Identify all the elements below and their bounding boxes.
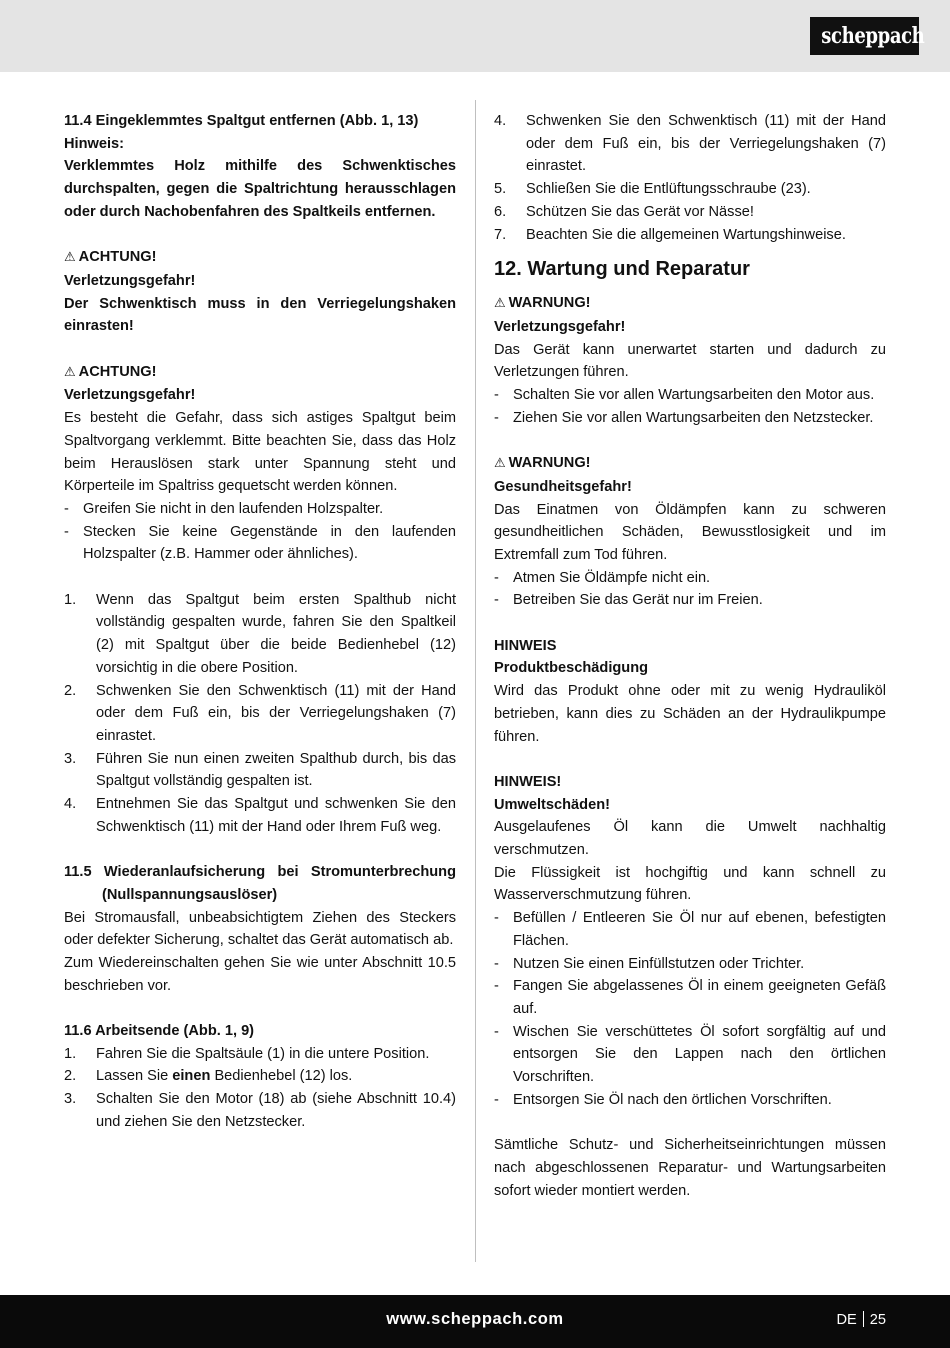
header-bar xyxy=(0,0,950,72)
list-item: - Betreiben Sie das Gerät nur im Freien. xyxy=(494,592,763,609)
list-item: - Wischen Sie verschüttetes Öl sofort sorgfältig auf und entsorgen Sie den Lappen nach den örtlichen Vorschriften. xyxy=(494,1023,886,1086)
warning-1-subtitle: Verletzungsgefahr! xyxy=(64,272,196,289)
notice-2-paragraph-2: Die Flüssigkeit ist hochgiftig und kann schnell zu Wasserverschmutzung führen. xyxy=(494,864,886,904)
step-item: 2. Schwenken Sie den Schwenktisch (11) mit der Hand oder dem Fuß ein, bis der Verriegelungshaken (7) einrastet. xyxy=(64,682,456,744)
notice-1-title: HINWEIS xyxy=(494,637,557,654)
warning-3-subtitle: Verletzungsgefahr! xyxy=(494,318,626,335)
warning-triangle-icon: ⚠ xyxy=(494,456,506,472)
warning-1-text: Der Schwenktisch muss in den Verriegelungshaken einrasten! xyxy=(64,295,456,335)
warning-triangle-icon: ⚠ xyxy=(494,296,506,312)
notice-2-subtitle: Umweltschäden! xyxy=(494,796,610,813)
section-11-6-title: 11.6 Arbeitsende (Abb. 1, 9) xyxy=(64,1023,255,1040)
section-11-4-title: 11.4 Eingeklemmtes Spaltgut entfernen (Abb. 1, 13) xyxy=(64,113,419,129)
list-item: - Fangen Sie abgelassenes Öl in einem geeigneten Gefäß auf. xyxy=(494,978,886,1017)
section-11-5-title: 11.5 Wiederanlaufsicherung bei Stromunterbrechung (Nullspannungsauslöser) xyxy=(64,864,456,903)
warning-2-subtitle: Verletzungsgefahr! xyxy=(64,387,196,404)
list-item: - Stecken Sie keine Gegenstände in den laufenden Holzspalter (z.B. Hammer oder ähnliches). xyxy=(64,523,456,563)
language-code: DE xyxy=(836,1312,857,1328)
list-item: - Nutzen Sie einen Einfüllstutzen oder Trichter. xyxy=(494,955,805,972)
warning-3-title: ⚠ WARNUNG! xyxy=(494,295,591,312)
footer-bar xyxy=(0,1295,950,1348)
section-11-5-paragraph-1: Bei Stromausfall, unbeabsichtigtem Ziehen des Steckers oder defekter Sicherung, schaltet das Gerät automatisch ab. xyxy=(64,909,456,949)
page-number: 25 xyxy=(869,1312,886,1328)
warning-4-text: Das Einatmen von Öldämpfen kann zu schweren gesundheitlichen Schäden, Bewusstlosigkeit und im Extremfall zum Tod führen. xyxy=(494,501,886,563)
left-column xyxy=(64,110,456,1134)
list-item: - Ziehen Sie vor allen Wartungsarbeiten den Netzstecker. xyxy=(494,409,874,426)
step-item: 5. Schließen Sie die Entlüftungsschraube (23). xyxy=(494,181,811,198)
column-divider xyxy=(475,100,476,1262)
scheppach-logo: scheppach xyxy=(810,17,919,55)
warning-2-title: ⚠ ACHTUNG! xyxy=(64,363,157,380)
footer-url[interactable]: www.scheppach.com xyxy=(386,1310,564,1328)
section-11-5-paragraph-2: Zum Wiedereinschalten gehen Sie wie unter Abschnitt 10.5 beschrieben vor. xyxy=(64,954,456,994)
section-12-heading: 12. Wartung und Reparatur xyxy=(494,258,750,281)
hint-label: Hinweis: xyxy=(64,135,125,152)
step-item: 7. Beachten Sie die allgemeinen Wartungshinweise. xyxy=(494,226,846,243)
list-item: - Greifen Sie nicht in den laufenden Holzspalter. xyxy=(64,500,384,517)
right-column xyxy=(494,110,886,1202)
warning-2-text: Es besteht die Gefahr, dass sich astiges Spaltgut beim Spaltvorgang verklemmt. Bitte beachten Sie, dass das Holz beim Herauslösen stark unter Spannung steht und Körperteile im Spaltriss gequetscht werden können. xyxy=(64,410,456,495)
step-item: 1. Fahren Sie die Spaltsäule (1) in die untere Position. xyxy=(64,1045,430,1062)
notice-1-text: Wird das Produkt ohne oder mit zu wenig Hydrauliköl betrieben, kann dies zu Schäden an der Hydraulikpumpe führen. xyxy=(494,683,886,745)
step-item: 6. Schützen Sie das Gerät vor Nässe! xyxy=(494,203,754,220)
list-item: - Entsorgen Sie Öl nach den örtlichen Vorschriften. xyxy=(494,1091,832,1108)
step-item: 1. Wenn das Spaltgut beim ersten Spalthub nicht vollständig gespalten wurde, fahren Sie den Spaltkeil (2) mit Spaltgut über die beide Bedienhebel (12) vorsichtig in die obere Position. xyxy=(64,591,456,676)
hint-text: Verklemmtes Holz mithilfe des Schwenktisches durchspalten, gegen die Spaltrichtung herausschlagen oder durch Nachobenfahren des Spaltkeils entfernen. xyxy=(64,158,456,220)
notice-1-subtitle: Produktbeschädigung xyxy=(494,660,649,677)
step-item: 2. Lassen Sie einen Bedienhebel (12) los. xyxy=(64,1068,353,1085)
notice-2-title: HINWEIS! xyxy=(494,773,562,790)
page-indicator xyxy=(836,1309,886,1332)
warning-3-text: Das Gerät kann unerwartet starten und dadurch zu Verletzungen führen. xyxy=(494,341,886,381)
warning-4-subtitle: Gesundheitsgefahr! xyxy=(494,478,632,495)
list-item: - Befüllen / Entleeren Sie Öl nur auf ebenen, befestigten Flächen. xyxy=(494,910,886,949)
warning-1-title: ⚠ ACHTUNG! xyxy=(64,249,157,266)
list-item: - Atmen Sie Öldämpfe nicht ein. xyxy=(494,569,711,586)
page-separator xyxy=(863,1311,864,1327)
step-item: 4. Schwenken Sie den Schwenktisch (11) mit der Hand oder dem Fuß ein, bis der Verriegelungshaken (7) einrastet. xyxy=(494,113,886,175)
step-item: 3. Schalten Sie den Motor (18) ab (siehe Abschnitt 10.4) und ziehen Sie den Netzstecker. xyxy=(64,1091,456,1130)
warning-triangle-icon: ⚠ xyxy=(64,364,76,380)
list-item: - Schalten Sie vor allen Wartungsarbeiten den Motor aus. xyxy=(494,387,875,404)
step-item: 4. Entnehmen Sie das Spaltgut und schwenken Sie den Schwenktisch (11) mit der Hand oder Ihrem Fuß weg. xyxy=(64,796,456,835)
closing-paragraph: Sämtliche Schutz- und Sicherheitseinrichtungen müssen nach abgeschlossenen Reparatur- und Wartungsarbeiten sofort wieder montiert werden. xyxy=(494,1137,886,1199)
step-item: 3. Führen Sie nun einen zweiten Spalthub durch, bis das Spaltgut vollständig gespalten ist. xyxy=(64,750,456,790)
warning-4-title: ⚠ WARNUNG! xyxy=(494,455,591,472)
warning-triangle-icon: ⚠ xyxy=(64,250,76,266)
notice-2-paragraph-1: Ausgelaufenes Öl kann die Umwelt nachhaltig verschmutzen. xyxy=(494,819,886,859)
